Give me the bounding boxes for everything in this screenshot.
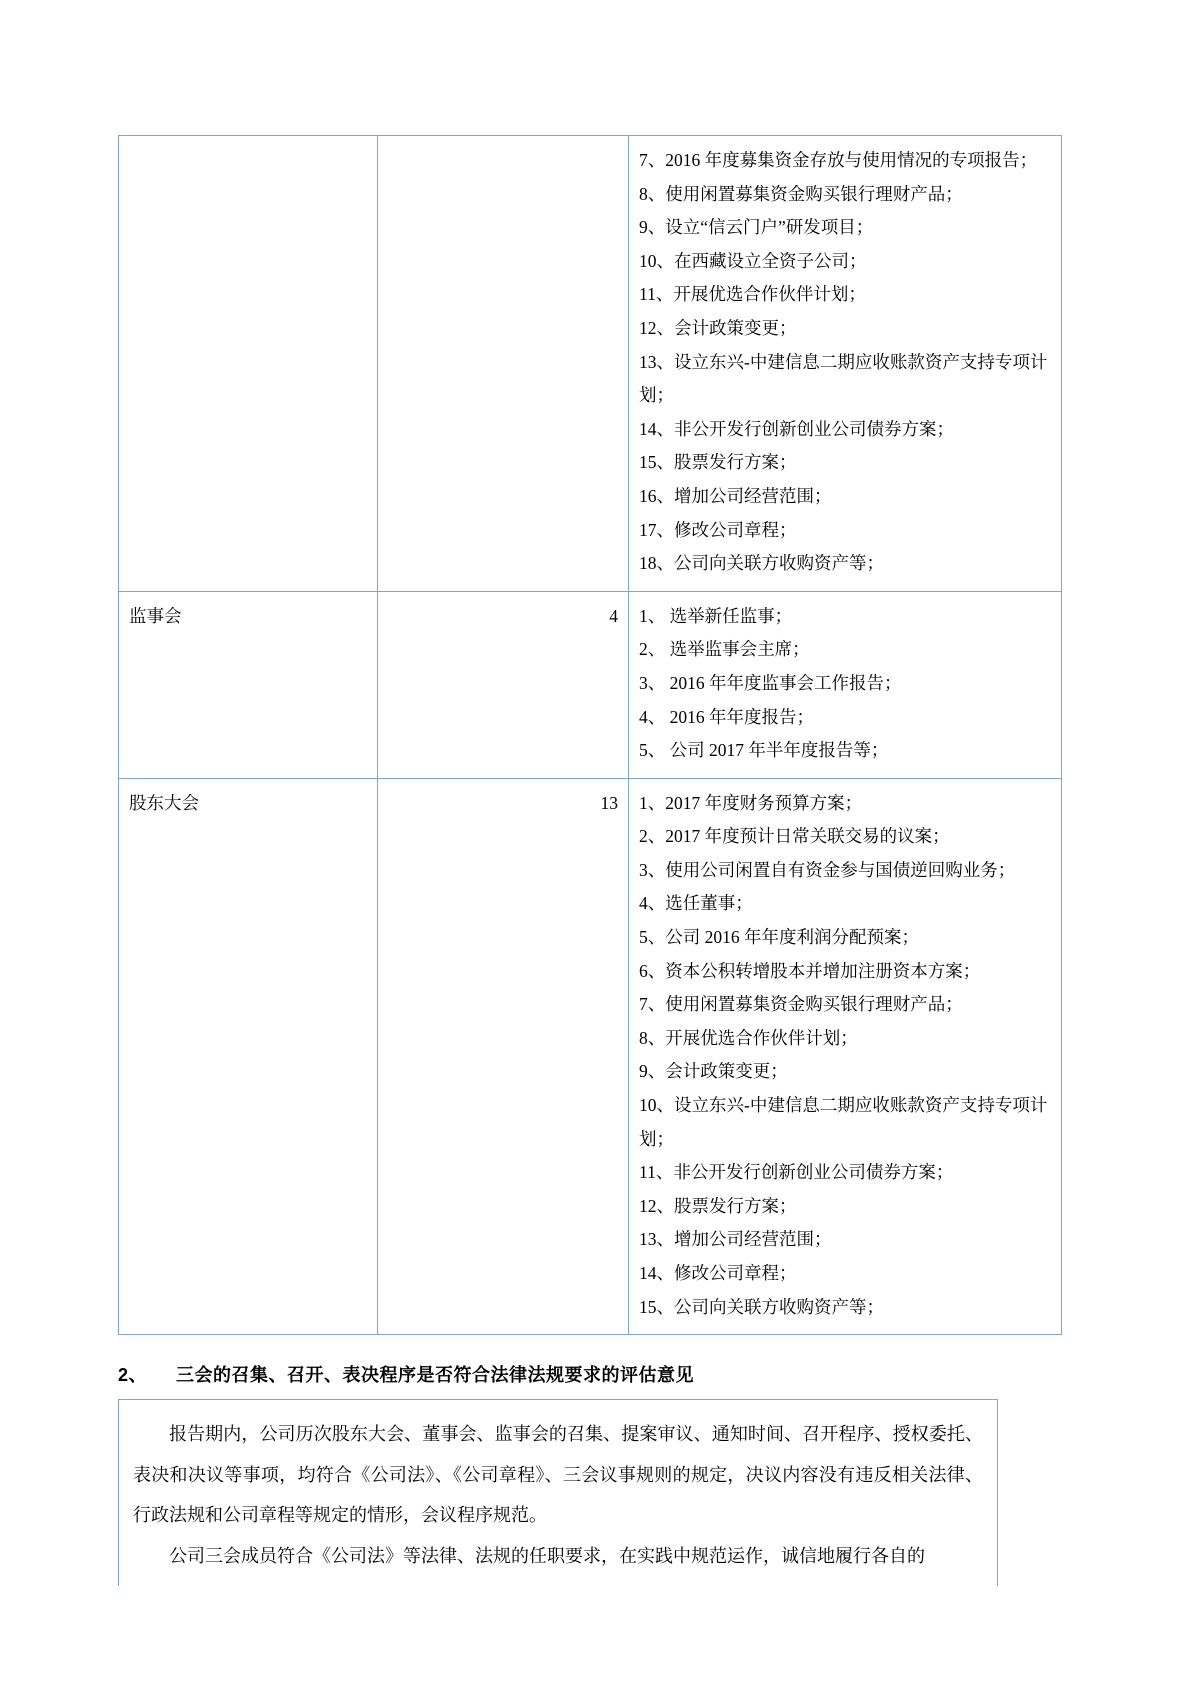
- row-shareholders-name: 股东大会: [119, 778, 378, 1335]
- list-item: 18、公司向关联方收购资产等；: [639, 553, 884, 574]
- list-item: 4、 2016 年年度报告；: [639, 706, 814, 727]
- list-item: 12、股票发行方案；: [639, 1195, 797, 1216]
- list-item: 10、在西藏设立全资子公司；: [639, 250, 867, 271]
- list-item: 9、会计政策变更；: [639, 1061, 788, 1082]
- list-item: 16、增加公司经营范围；: [639, 485, 832, 506]
- list-item: 6、资本公积转增股本并增加注册资本方案；: [639, 960, 981, 981]
- list-item: 2、2017 年度预计日常关联交易的议案；: [639, 826, 950, 847]
- list-item: 11、开展优选合作伙伴计划；: [639, 284, 866, 305]
- list-item: 3、使用公司闲置自有资金参与国债逆回购业务；: [639, 859, 1016, 880]
- list-item: 13、设立东兴-中建信息二期应收账款资产支持专项计划；: [639, 351, 1048, 406]
- meetings-table: [118, 135, 1062, 1335]
- table-row: [119, 778, 1062, 1335]
- list-item: 3、 2016 年年度监事会工作报告；: [639, 672, 902, 693]
- list-item: 4、选任董事；: [639, 893, 753, 914]
- table-row: [119, 591, 1062, 778]
- row-supervisors-name: 监事会: [119, 591, 378, 778]
- list-item: 1、 选举新任监事；: [639, 605, 793, 626]
- evaluation-paragraphs: [118, 1399, 998, 1586]
- list-item: 12、会计政策变更；: [639, 317, 797, 338]
- list-item: 5、 公司 2017 年半年度报告等；: [639, 740, 889, 761]
- paragraph: 公司三会成员符合《公司法》等法律、法规的任职要求，在实践中规范运作，诚信地履行各自的: [169, 1545, 925, 1566]
- row-body-count: [378, 136, 629, 592]
- row-shareholders-count: 13: [378, 778, 629, 1335]
- list-item: 7、使用闲置募集资金购买银行理财产品；: [639, 994, 963, 1015]
- list-item: 13、增加公司经营范围；: [639, 1229, 832, 1250]
- list-item: 15、股票发行方案；: [639, 452, 797, 473]
- section-number: 2、: [118, 1365, 148, 1386]
- row-shareholders-items: [629, 778, 1062, 1335]
- page-content: [118, 135, 1048, 1586]
- section-heading: [118, 1361, 998, 1387]
- paragraph: 报告期内，公司历次股东大会、董事会、监事会的召集、提案审议、通知时间、召开程序、授权委托、表决和决议等事项，均符合《公司法》、《公司章程》、三会议事规则的规定，决议内容没有违反相关法律、行政法规和公司章程等规定的情形，会议程序规范。: [133, 1424, 983, 1526]
- list-item: 10、设立东兴-中建信息二期应收账款资产支持专项计划；: [639, 1095, 1048, 1149]
- list-item: 11、非公开发行创新创业公司债券方案；: [639, 1162, 954, 1183]
- list-item: 9、设立“信云门户”研发项目；: [639, 217, 874, 238]
- list-item: 2、 选举监事会主席；: [639, 639, 810, 660]
- list-item: 1、2017 年度财务预算方案；: [639, 792, 863, 813]
- row-body-items: [629, 136, 1062, 592]
- row-body-name: [119, 136, 378, 592]
- list-item: 8、开展优选合作伙伴计划；: [639, 1027, 858, 1048]
- table-row: [119, 136, 1062, 592]
- list-item: 14、非公开发行创新创业公司债券方案；: [639, 418, 954, 439]
- list-item: 8、使用闲置募集资金购买银行理财产品；: [639, 183, 963, 204]
- list-item: 15、公司向关联方收购资产等；: [639, 1296, 884, 1317]
- list-item: 17、修改公司章程；: [639, 519, 797, 540]
- list-item: 5、公司 2016 年年度利润分配预案；: [639, 927, 919, 948]
- row-supervisors-items: [629, 591, 1062, 778]
- list-item: 14、修改公司章程；: [639, 1263, 797, 1283]
- row-supervisors-count: 4: [378, 591, 629, 778]
- section-title: 三会的召集、召开、表决程序是否符合法律法规要求的评估意见: [176, 1365, 694, 1386]
- list-item: 7、2016 年度募集资金存放与使用情况的专项报告；: [639, 150, 1038, 170]
